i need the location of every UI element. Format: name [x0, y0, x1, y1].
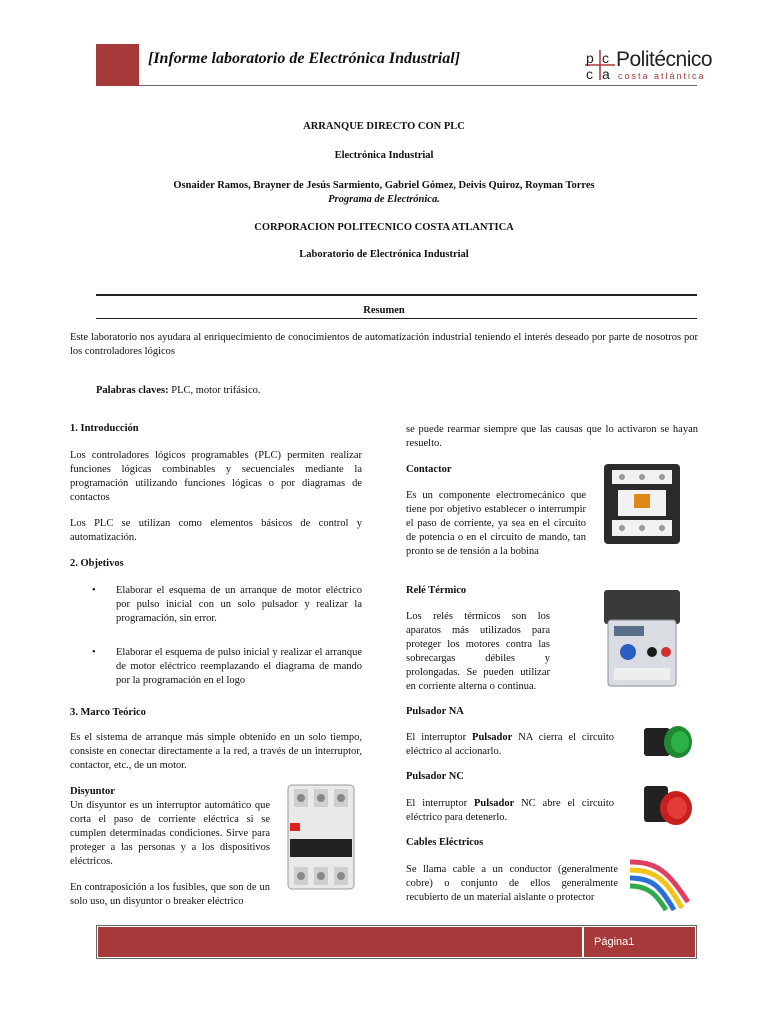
nc-heading: Pulsador NC: [406, 771, 464, 782]
theory-heading: 3. Marco Teórico: [70, 707, 146, 718]
na-text-bold: Pulsador: [472, 732, 513, 743]
cables-paragraph: Se llama cable a un conductor (generalmente cobre) o conjunto de ellos generalmente recubierto de un material aislante o protector: [406, 864, 618, 903]
keywords-label: Palabras claves:: [96, 385, 169, 396]
objective-item: • Elaborar el esquema de un arranque de motor eléctrico por pulso inicial con un solo pulsador y realizar la programación, sin error.: [70, 584, 362, 626]
document-program: Programa de Electrónica.: [328, 194, 440, 205]
objectives-heading: 2. Objetivos: [70, 558, 124, 569]
green-push-button-image: [640, 718, 696, 764]
footer-accent-bar: [98, 927, 582, 957]
contactor-paragraph: Es un componente electromecánico que tiene por objetivo establecer o interrumpir el paso de corriente, ya sea en el circuito de potencia o en el circuito de mando, tan pronto se de tensión a la bobina: [406, 490, 586, 557]
abstract-bottom-rule: [96, 318, 697, 319]
nc-text-bold: Pulsador: [473, 798, 515, 809]
breaker-paragraph-1: Un disyuntor es un interruptor automático que corta el paso de corriente eléctrica si se cumplen determinadas condiciones. Sirve para proteger a las personas y a los dispositivos eléctricos.: [70, 800, 270, 867]
svg-text:a: a: [602, 66, 610, 82]
document-institution: CORPORACION POLITECNICO COSTA ATLANTICA: [254, 222, 514, 233]
electric-cables-image: [628, 852, 698, 912]
contactor-heading: Contactor: [406, 464, 452, 475]
svg-text:c: c: [586, 66, 593, 82]
logo-text: Politécnico: [616, 48, 713, 71]
logo-subtext: costa atlántica: [618, 71, 706, 81]
intro-heading: 1. Introducción: [70, 423, 139, 434]
na-heading: Pulsador NA: [406, 706, 464, 717]
nc-paragraph: [406, 797, 614, 825]
breaker-paragraph-2: En contraposición a los fusibles, que son de un solo uso, un disyuntor o breaker eléctrico: [70, 882, 270, 907]
objectives-list: [70, 584, 362, 708]
contactor-image: [594, 458, 690, 550]
intro-paragraph-2: Los PLC se utilizan como elementos básicos de control y automatización.: [70, 518, 362, 543]
abstract-heading: Resumen: [363, 305, 405, 316]
document-lab: Laboratorio de Electrónica Industrial: [299, 249, 469, 260]
nc-text-pre: El interruptor: [406, 798, 474, 809]
cables-heading: Cables Eléctricos: [406, 837, 484, 848]
circuit-breaker-image: [282, 781, 360, 893]
document-authors: Osnaider Ramos, Brayner de Jesús Sarmiento, Gabriel Gómez, Deivis Quiroz, Royman Torres: [173, 180, 595, 191]
thermal-relay-image: [598, 586, 686, 694]
politecnico-logo-icon: [583, 48, 617, 82]
abstract-text: Este laboratorio nos ayudara al enriquecimiento de conocimientos de automatización industrial teniendo el interés deseado por parte de nosotros por los controladores lógicos: [70, 332, 698, 357]
theory-paragraph: Es el sistema de arranque más simple obtenido en un solo tiempo, consiste en conectar directamente a la red, a través de un interruptor, contactor, etc., de un motor.: [70, 732, 362, 771]
document-subject: Electrónica Industrial: [334, 150, 434, 161]
document-title: ARRANQUE DIRECTO CON PLC: [303, 121, 465, 132]
svg-text:p: p: [586, 50, 594, 66]
abstract-top-rule: [96, 294, 697, 296]
na-paragraph: [406, 731, 614, 759]
intro-paragraph-1: Los controladores lógicos programables (PLC) permiten realizar funciones lógicas combinables y secuenciales mediante la programación utilizando funciones lógicas o por diagramas de contactos: [70, 450, 362, 503]
keywords-value: PLC, motor trifásico.: [168, 385, 261, 396]
objective-item: • Elaborar el esquema de pulso inicial y realizar el arranque de motor eléctrico reemplazando el diagrama de mando por la programación en el logo: [70, 646, 362, 688]
relay-paragraph: Los relés térmicos son los aparatos más utilizados para proteger los motores contra las sobrecargas débiles y prolongadas. Se pueden utilizar en corriente alterna o continua.: [406, 611, 550, 692]
page-number: Página1: [584, 927, 695, 957]
breaker-continuation: se puede rearmar siempre que las causas que lo activaron se hayan resuelto.: [406, 424, 698, 449]
keywords: [96, 384, 261, 398]
header-rule: [139, 85, 697, 86]
breaker-heading: Disyuntor: [70, 786, 115, 797]
na-text-post: NA cierra el circuito eléctrico al accionarlo.: [406, 732, 615, 757]
header-title: [Informe laboratorio de Electrónica Industrial]: [148, 50, 461, 67]
svg-text:c: c: [602, 50, 609, 66]
red-stop-button-image: [640, 780, 696, 830]
header-accent-block: [96, 44, 139, 86]
na-text-pre: El interruptor: [406, 732, 473, 743]
relay-heading: Relé Térmico: [406, 585, 467, 596]
nc-text-post: NC abre el circuito eléctrico para detenerlo.: [406, 798, 614, 823]
